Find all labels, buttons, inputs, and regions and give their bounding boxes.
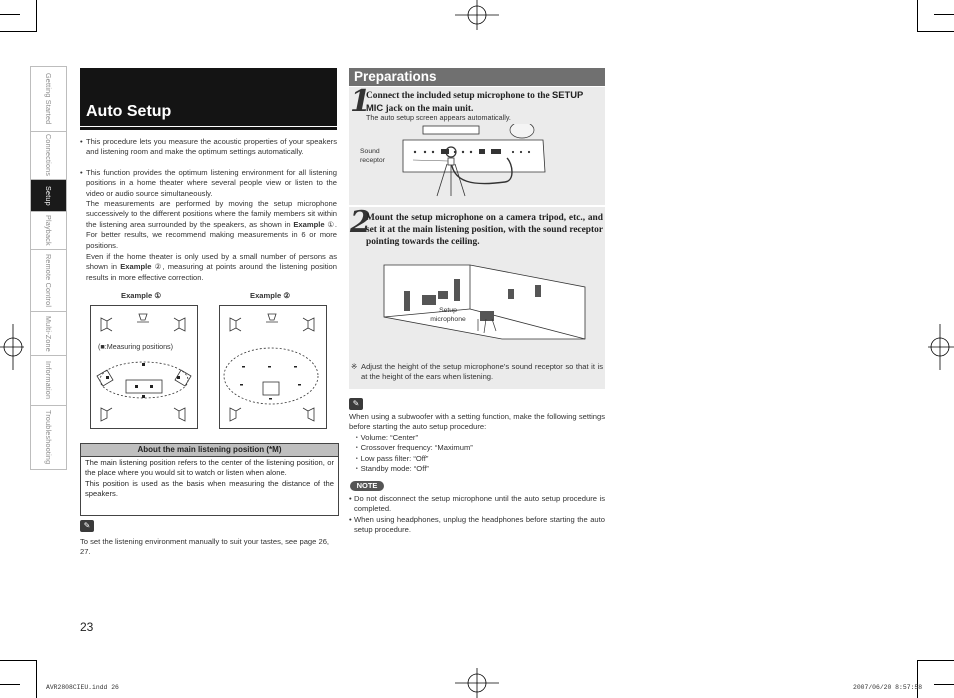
memo-text: To set the listening environment manually to suit your tastes, see page 26, 27. [80, 537, 330, 557]
crop-mark [917, 31, 954, 32]
memo-intro: When using a subwoofer with a setting function, make the following settings before starting the auto setup procedure: [349, 412, 605, 432]
measuring-legend: (■:Measuring positions) [98, 342, 174, 351]
page-number: 23 [80, 620, 94, 634]
registration-mark-left [0, 324, 24, 370]
paragraph: The measurements are performed by moving the setup microphone successively to the different positions where the family members sit within the listening area surrounded by the speakers, as shown in Example ①. For better results, we recommend making measurements in 6 or more positions. [86, 199, 338, 250]
note-bullet: • When using headphones, unplug the headphones before starting the auto setup procedure. [349, 515, 605, 535]
tab-getting-started[interactable]: Getting Started [31, 67, 66, 132]
tab-multi-zone[interactable]: Multi-Zone [31, 312, 66, 356]
section-title-block [80, 68, 337, 126]
tab-setup[interactable]: Setup [31, 180, 66, 212]
about-heading: About the main listening position (*M) [80, 443, 339, 457]
crop-mark [917, 660, 954, 661]
step1-subtext: The auto setup screen appears automatically. [366, 113, 511, 122]
memo-list [353, 433, 603, 475]
crop-mark [36, 660, 37, 698]
example1-speaker-layout [91, 306, 197, 428]
step2-text: Mount the setup microphone on a camera tripod, etc., and set it at the main listening position, with the sound receptor pointing towards the ceiling. [366, 213, 603, 247]
crop-mark [917, 660, 918, 698]
footer-file: AVR2808CIEU.indd 26 [46, 684, 119, 691]
step1-text: Connect the included setup microphone to the SETUP MIC jack on the main unit. [366, 89, 584, 114]
memo-icon: ✎ [349, 398, 363, 410]
side-tabs [30, 66, 67, 470]
footer-date: 2007/06/20 8:57:58 [853, 684, 923, 691]
list-item: ・Standby mode: “Off” [353, 464, 429, 474]
note-badge: NOTE [350, 481, 384, 491]
registration-mark-right [928, 324, 954, 370]
sound-receptor-label: Sound receptor [360, 148, 385, 164]
registration-mark-top [455, 0, 499, 30]
step2-number: 2 [350, 205, 371, 240]
tab-connections[interactable]: Connections [31, 131, 66, 180]
tab-information[interactable]: Information [31, 356, 66, 406]
crop-mark [934, 684, 954, 685]
example1-diagram [90, 305, 198, 429]
list-item: ・Volume: “Center” [353, 433, 418, 442]
receiver-illustration [395, 124, 555, 202]
tab-troubleshooting[interactable]: Troubleshooting [44, 410, 53, 465]
room-illustration [382, 261, 586, 343]
adjust-note: ※ Adjust the height of the setup microphone's sound receptor so that it is at the height of the ears when listening. [351, 362, 603, 382]
example2-label: Example ② [250, 291, 291, 300]
bullet-item: • This procedure lets you measure the acoustic properties of your speakers and listening room and make the optimum settings automatically. [80, 137, 337, 157]
crop-mark [917, 0, 918, 32]
list-item: ・Low pass filter: “Off” [353, 453, 429, 463]
step1-number: 1 [350, 84, 371, 119]
preparations-heading: Preparations [349, 68, 605, 86]
list-item: ・Crossover frequency: “Maximum” [353, 443, 473, 453]
note-bullet: • Do not disconnect the setup microphone until the auto setup procedure is completed. [349, 494, 605, 514]
memo-icon: ✎ [80, 520, 94, 532]
setup-microphone-label: Setup microphone [430, 307, 466, 323]
about-box: The main listening position refers to the center of the listening position, or the place where you would sit to watch or listen when alone. This position is used as the basis when measuring the distance of the speakers. [80, 456, 339, 516]
example2-speaker-layout [220, 306, 326, 428]
tab-remote-control[interactable]: Remote Control [31, 250, 66, 312]
example1-label: Example ① [121, 291, 162, 300]
registration-mark-bottom [455, 668, 499, 698]
bullet-item: • This function provides the optimum listening environment for all listening positions in a home theater where several people view or listen to the video or audio source simultaneously. [80, 168, 337, 198]
crop-mark [36, 0, 37, 32]
crop-mark [0, 660, 37, 661]
example2-diagram [219, 305, 327, 429]
crop-mark [934, 14, 954, 15]
paragraph: Even if the home theater is only used by a small number of persons as shown in Example ②, measuring at points around the listening position results in more effective correction. [86, 252, 337, 282]
crop-mark [0, 684, 20, 685]
crop-mark [0, 31, 37, 32]
crop-mark [0, 14, 20, 15]
page-title: Auto Setup [86, 103, 172, 120]
title-rule [80, 127, 337, 130]
tab-playback[interactable]: Playback [31, 212, 66, 250]
